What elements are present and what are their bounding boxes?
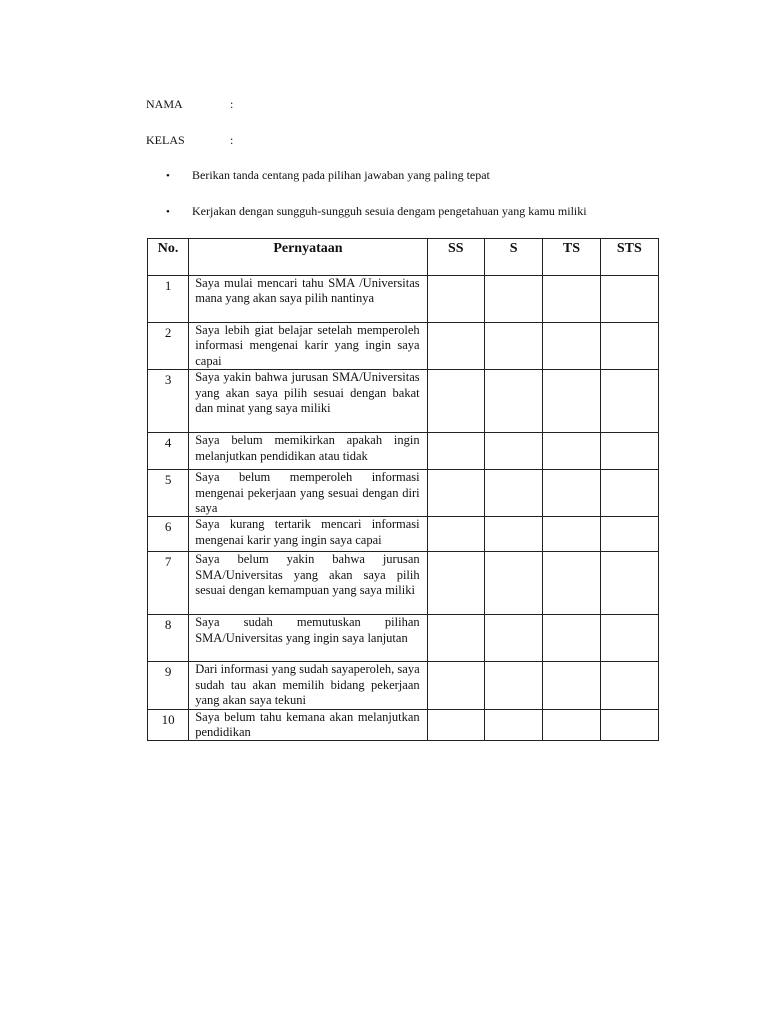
answer-cell-s[interactable] [484,552,542,615]
answer-cell-sts[interactable] [600,615,658,662]
answer-cell-ss[interactable] [427,552,484,615]
answer-cell-s[interactable] [484,517,542,552]
header-sts: STS [600,239,658,276]
answer-cell-ts[interactable] [543,517,600,552]
answer-cell-s[interactable] [484,615,542,662]
answer-cell-ts[interactable] [543,276,600,323]
header-pernyataan: Pernyataan [189,239,427,276]
kelas-label: KELAS [146,133,185,147]
answer-cell-sts[interactable] [600,370,658,433]
answer-cell-ss[interactable] [427,470,484,517]
row-number: 7 [148,552,189,615]
answer-cell-sts[interactable] [600,276,658,323]
statement-text: Saya lebih giat belajar setelah memperoleh informasi mengenai karir yang ingin saya capai [189,323,427,370]
instruction-text: Berikan tanda centang pada pilihan jawaban yang paling tepat [192,168,490,182]
row-number: 2 [148,323,189,370]
answer-cell-ss[interactable] [427,323,484,370]
answer-cell-s[interactable] [484,662,542,709]
header-s: S [484,239,542,276]
table-row [148,370,659,433]
kelas-separator: : [230,133,234,147]
row-number: 3 [148,370,189,433]
nama-field [146,97,233,112]
instruction-item [166,168,490,183]
answer-cell-ts[interactable] [543,433,600,470]
instruction-text: Kerjakan dengan sungguh-sungguh sesuia dengam pengetahuan yang kamu miliki [192,204,587,218]
bullet-icon: • [166,206,170,218]
instruction-item [166,204,587,219]
answer-cell-ts[interactable] [543,709,600,741]
answer-cell-ss[interactable] [427,433,484,470]
table-row [148,276,659,323]
answer-cell-ss[interactable] [427,276,484,323]
row-number: 6 [148,517,189,552]
kelas-field [146,133,233,148]
answer-cell-sts[interactable] [600,662,658,709]
table-header-row [148,239,659,276]
table-row [148,662,659,709]
answer-cell-s[interactable] [484,370,542,433]
nama-separator: : [230,97,234,111]
row-number: 9 [148,662,189,709]
answer-cell-sts[interactable] [600,470,658,517]
table-row [148,709,659,741]
questionnaire-table [147,238,659,741]
answer-cell-s[interactable] [484,470,542,517]
row-number: 5 [148,470,189,517]
table-row [148,470,659,517]
answer-cell-ts[interactable] [543,662,600,709]
answer-cell-s[interactable] [484,276,542,323]
table-row [148,433,659,470]
answer-cell-sts[interactable] [600,709,658,741]
table-row [148,517,659,552]
statement-text: Dari informasi yang sudah sayaperoleh, saya sudah tau akan memilih bidang pekerjaan yang akan saya tekuni [189,662,427,709]
answer-cell-ss[interactable] [427,615,484,662]
statement-text: Saya kurang tertarik mencari informasi mengenai karir yang ingin saya capai [189,517,427,552]
nama-label: NAMA [146,97,183,111]
row-number: 4 [148,433,189,470]
table-row [148,323,659,370]
answer-cell-ts[interactable] [543,323,600,370]
table-row [148,552,659,615]
row-number: 10 [148,709,189,741]
answer-cell-ts[interactable] [543,552,600,615]
answer-cell-s[interactable] [484,433,542,470]
answer-cell-sts[interactable] [600,323,658,370]
statement-text: Saya belum memikirkan apakah ingin melanjutkan pendidikan atau tidak [189,433,427,470]
answer-cell-ts[interactable] [543,615,600,662]
header-no: No. [148,239,189,276]
bullet-icon: • [166,170,170,182]
answer-cell-ts[interactable] [543,370,600,433]
table-row [148,615,659,662]
answer-cell-ss[interactable] [427,709,484,741]
answer-cell-ts[interactable] [543,470,600,517]
answer-cell-sts[interactable] [600,552,658,615]
header-ts: TS [543,239,600,276]
statement-text: Saya sudah memutuskan pilihan SMA/Universitas yang ingin saya lanjutan [189,615,427,662]
answer-cell-ss[interactable] [427,370,484,433]
statement-text: Saya belum yakin bahwa jurusan SMA/Universitas yang akan saya pilih sesuai dengan kemampuan yang saya miliki [189,552,427,615]
answer-cell-sts[interactable] [600,517,658,552]
header-ss: SS [427,239,484,276]
answer-cell-ss[interactable] [427,517,484,552]
row-number: 8 [148,615,189,662]
answer-cell-s[interactable] [484,323,542,370]
statement-text: Saya belum tahu kemana akan melanjutkan pendidikan [189,709,427,741]
answer-cell-sts[interactable] [600,433,658,470]
answer-cell-s[interactable] [484,709,542,741]
statement-text: Saya belum memperoleh informasi mengenai pekerjaan yang sesuai dengan diri saya [189,470,427,517]
statement-text: Saya yakin bahwa jurusan SMA/Universitas yang akan saya pilih sesuai dengan bakat dan minat yang saya miliki [189,370,427,433]
answer-cell-ss[interactable] [427,662,484,709]
row-number: 1 [148,276,189,323]
statement-text: Saya mulai mencari tahu SMA /Universitas mana yang akan saya pilih nantinya [189,276,427,323]
